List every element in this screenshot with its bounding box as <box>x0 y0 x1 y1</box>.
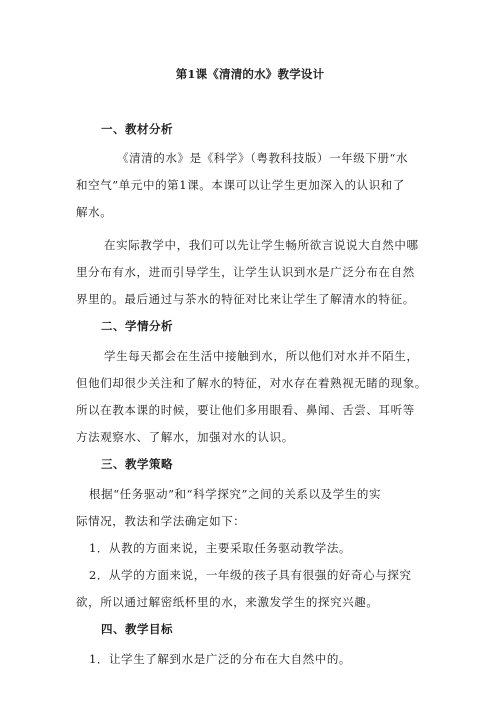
paragraph-line: 里分布有水，进而引导学生，让学生认识到水是广泛分布在自然 <box>76 265 415 279</box>
paragraph-line: 欲，所以通过解密纸杯里的水，来激发学生的探究兴趣。 <box>76 595 379 609</box>
paragraph-line: 学生每天都会在生活中接触到水，所以他们对水并不陌生， <box>104 349 419 363</box>
paragraph-line: 所以在教本课的时候，要让他们多用眼看、鼻闻、舌尝、耳听等 <box>76 403 415 417</box>
paragraph-line: 界里的。最后通过与茶水的特征对比来让学生了解清水的特征。 <box>76 292 415 306</box>
list-item-line: 1．让学生了解到水是广泛的分布在大自然中的。 <box>89 652 352 666</box>
paragraph-line: 方法观察水、了解水，加强对水的认识。 <box>76 430 294 444</box>
paragraph-line: 际情况，教法和学法确定如下： <box>76 514 246 528</box>
section-heading-materials: 一、教材分析 <box>101 122 173 136</box>
paragraph-line: 根据“任务驱动”和“科学探究”之间的关系以及学生的实 <box>89 487 382 501</box>
list-item-line: 1．从教的方面来说，主要采取任务驱动教学法。 <box>89 541 352 555</box>
paragraph-line: 和空气”单元中的第1课。本课可以让学生更加深入的认识和了 <box>76 178 405 192</box>
paragraph-line: 在实际教学中，我们可以先让学生畅所欲言说说大自然中哪 <box>104 238 419 252</box>
section-heading-students: 二、学情分析 <box>101 319 173 333</box>
section-heading-objectives: 四、教学目标 <box>101 622 173 636</box>
paragraph-line: 解水。 <box>76 205 113 219</box>
list-item-line: 2．从学的方面来说，一年级的孩子具有很强的好奇心与探究 <box>89 568 412 582</box>
document-title: 第1课《清清的水》教学设计 <box>175 67 325 81</box>
paragraph-line: 《清清的水》是《科学》（粤教科技版）一年级下册“水 <box>117 151 409 165</box>
section-heading-strategy: 三、教学策略 <box>101 457 173 471</box>
paragraph-line: 但他们却很少关注和了解水的特征，对水存在着熟视无睹的现象。 <box>76 376 427 390</box>
